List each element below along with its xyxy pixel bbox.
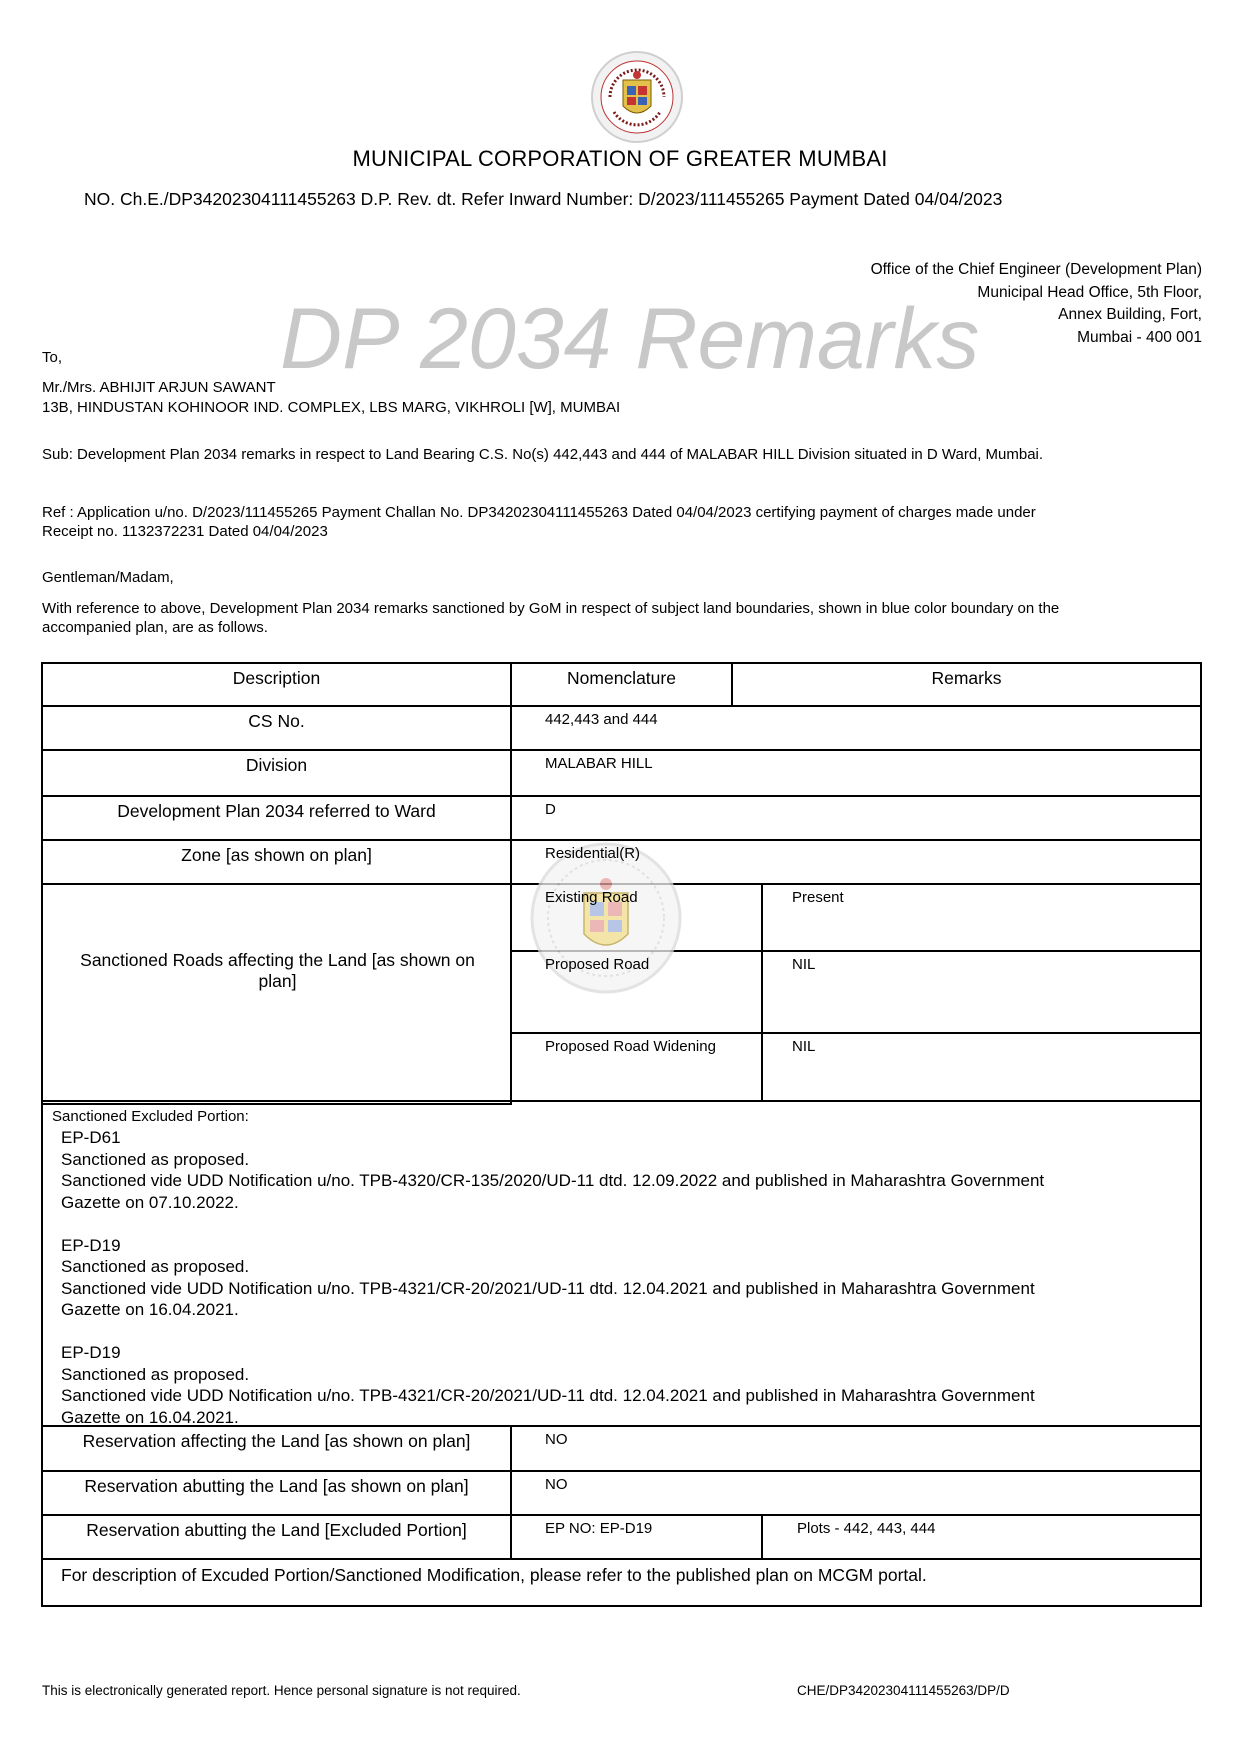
sanctioned-roads-label-line: Sanctioned Roads affecting the Land [as shown on: [80, 950, 475, 970]
mcgm-stamp-watermark: [526, 838, 686, 998]
excluded-portion-entry: [61, 1342, 1191, 1428]
ep-status: Sanctioned as proposed.: [61, 1257, 250, 1276]
dp-remarks-watermark: DP 2034 Remarks: [280, 291, 980, 387]
organization-title: MUNICIPAL CORPORATION OF GREATER MUMBAI: [352, 146, 888, 171]
column-header-remarks: Remarks: [931, 668, 1002, 688]
footer-disclaimer: This is electronically generated report. Hence personal signature is not required.: [42, 1683, 521, 1698]
salutation: Gentleman/Madam,: [42, 569, 174, 586]
mcgm-seal-logo: [590, 50, 684, 144]
table-border: [1200, 662, 1202, 1607]
table-border: [41, 705, 1202, 707]
table-border: [41, 1514, 1202, 1516]
table-border: [510, 662, 512, 1104]
existing-road-value: Present: [792, 889, 844, 906]
ep-code: EP-D61: [61, 1128, 121, 1147]
ward-value: D: [545, 801, 556, 818]
proposed-road-value: NIL: [792, 956, 816, 973]
zone-value: Residential(R): [545, 845, 641, 862]
office-address-line: Mumbai - 400 001: [1077, 328, 1202, 346]
ep-notification: Sanctioned vide UDD Notification u/no. TPB-4320/CR-135/2020/UD-11 dtd. 12.09.2022 and published in Maharashtra Government: [61, 1171, 1045, 1190]
table-border: [41, 1470, 1202, 1472]
excluded-portion-entry: [61, 1235, 1191, 1321]
table-border: [761, 883, 763, 1102]
proposed-road-widening-label: Proposed Road Widening: [545, 1038, 716, 1055]
addressee-name: Mr./Mrs. ABHIJIT ARJUN SAWANT: [42, 379, 276, 396]
reservation-affecting-value: NO: [545, 1431, 568, 1448]
table-border: [41, 1605, 1202, 1607]
proposed-road-label: Proposed Road: [545, 956, 650, 973]
sanctioned-roads-label: [50, 950, 505, 992]
office-address-line: Annex Building, Fort,: [1058, 306, 1202, 323]
reference-line: Ref : Application u/no. D/2023/111455265 Payment Challan No. DP34202304111455263 Dated 04/04/2023 certifying payment of charges made under: [42, 504, 1036, 521]
excluded-portion-title: Sanctioned Excluded Portion:: [52, 1108, 249, 1125]
table-border: [510, 1425, 512, 1559]
reservation-abutting-value: NO: [545, 1476, 568, 1493]
ep-status: Sanctioned as proposed.: [61, 1364, 250, 1384]
division-value: MALABAR HILL: [545, 755, 653, 772]
column-header-description: Description: [232, 668, 321, 688]
table-border: [510, 1032, 1202, 1034]
intro-paragraph-line: With reference to above, Development Plan 2034 remarks sanctioned by GoM in respect of subject land boundaries, shown in blue color boundary on the: [42, 600, 1060, 617]
footer-document-code: CHE/DP34202304111455263/DP/D: [797, 1683, 1010, 1698]
reservation-excluded-plots: Plots - 442, 443, 444: [797, 1520, 936, 1537]
excluded-portion-note: For description of Excuded Portion/Sanctioned Modification, please refer to the published plan on MCGM portal.: [61, 1565, 927, 1585]
cs-no-label: CS No.: [248, 711, 305, 731]
reference-line: Receipt no. 1132372231 Dated 04/04/2023: [42, 523, 328, 540]
to-label: To,: [42, 349, 63, 366]
ep-gazette: Gazette on 07.10.2022.: [61, 1192, 239, 1212]
ep-code: EP-D19: [61, 1343, 121, 1362]
table-border: [41, 1100, 1202, 1102]
reservation-affecting-label: Reservation affecting the Land [as shown on plan]: [82, 1431, 471, 1451]
office-address-line: Municipal Head Office, 5th Floor,: [977, 283, 1202, 301]
ep-code: EP-D19: [61, 1235, 121, 1255]
cs-no-value: 442,443 and 444: [545, 711, 658, 728]
addressee-address: 13B, HINDUSTAN KOHINOOR IND. COMPLEX, LBS MARG, VIKHROLI [W], MUMBAI: [42, 399, 621, 416]
reservation-excluded-label: Reservation abutting the Land [Excluded Portion]: [86, 1520, 467, 1540]
ep-notification: Sanctioned vide UDD Notification u/no. TPB-4321/CR-20/2021/UD-11 dtd. 12.04.2021 and published in Maharashtra Government: [61, 1278, 1035, 1298]
ep-gazette: Gazette on 16.04.2021.: [61, 1300, 239, 1319]
table-border: [41, 662, 1202, 664]
table-border: [41, 749, 1202, 751]
excluded-portion-entry: [61, 1127, 1191, 1213]
excluded-portion-list: [61, 1127, 1191, 1428]
table-border: [761, 1514, 763, 1559]
ward-label: Development Plan 2034 referred to Ward: [117, 801, 436, 821]
ep-gazette: Gazette on 16.04.2021.: [61, 1407, 239, 1427]
subject-line: Sub: Development Plan 2034 remarks in respect to Land Bearing C.S. No(s) 442,443 and 444 of MALABAR HILL Division situated in D Ward, Mumbai.: [42, 446, 1044, 463]
reservation-abutting-label: Reservation abutting the Land [as shown on plan]: [84, 1476, 469, 1496]
division-label: Division: [245, 755, 308, 775]
existing-road-label: Existing Road: [545, 889, 638, 906]
ep-notification: Sanctioned vide UDD Notification u/no. TPB-4321/CR-20/2021/UD-11 dtd. 12.04.2021 and published in Maharashtra Government: [61, 1386, 1035, 1405]
zone-label: Zone [as shown on plan]: [181, 845, 372, 865]
reservation-excluded-ep-no: EP NO: EP-D19: [545, 1520, 653, 1537]
table-border: [41, 1103, 512, 1105]
column-header-nomenclature: Nomenclature: [567, 668, 676, 688]
ep-status: Sanctioned as proposed.: [61, 1149, 250, 1169]
reference-number-line: NO. Ch.E./DP34202304111455263 D.P. Rev. dt. Refer Inward Number: D/2023/111455265 Payment Dated 04/04/2023: [84, 189, 1003, 209]
sanctioned-roads-label-line: plan]: [258, 971, 297, 991]
intro-paragraph-line: accompanied plan, are as follows.: [42, 619, 268, 636]
office-address-line: Office of the Chief Engineer (Development Plan): [870, 261, 1202, 278]
table-border: [41, 1558, 1202, 1560]
proposed-road-widening-value: NIL: [792, 1038, 816, 1055]
table-border: [41, 795, 1202, 797]
